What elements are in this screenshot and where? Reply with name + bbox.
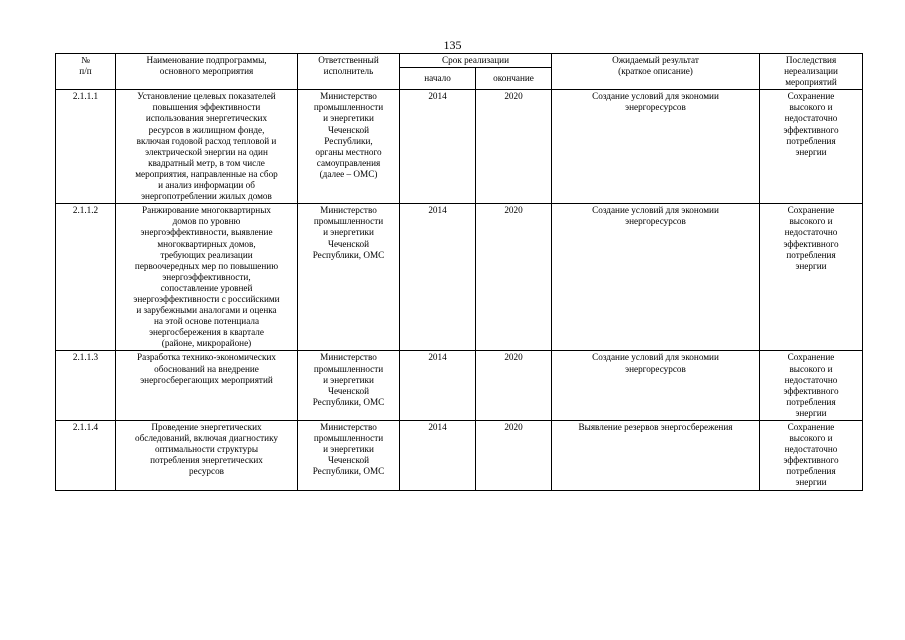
row-executor: Министерство промышленности и энергетики Чеченской Республики, ОМС — [298, 351, 400, 421]
header-executor: Ответственный исполнитель — [298, 54, 400, 90]
row-start: 2014 — [400, 351, 476, 421]
table-row — [56, 204, 863, 351]
row-end: 2020 — [476, 421, 552, 491]
row-result: Создание условий для экономии энергоресурсов — [552, 204, 760, 351]
table-row — [56, 421, 863, 491]
row-end: 2020 — [476, 90, 552, 204]
row-consequences: Сохранение высокого и недостаточно эффективного потребления энергии — [760, 421, 863, 491]
table-row — [56, 351, 863, 421]
row-name: Разработка технико-экономических обоснований на внедрение энергосберегающих мероприятий — [116, 351, 298, 421]
row-result: Выявление резервов энергосбережения — [552, 421, 760, 491]
page-number: 135 — [443, 38, 462, 52]
row-name: Установление целевых показателей повышения эффективности использования энергетических ресурсов в жилищном фонде, включая годовой расход тепловой и электрической энергии на один квадратный метр, в том числе мероприятия, направленные на сбор и анализ информации об энергопотреблении жилых домов — [116, 90, 298, 204]
row-name: Проведение энергетических обследований, включая диагностику оптимальности структуры потребления энергетических ресурсов — [116, 421, 298, 491]
row-result: Создание условий для экономии энергоресурсов — [552, 351, 760, 421]
row-start: 2014 — [400, 90, 476, 204]
row-end: 2020 — [476, 204, 552, 351]
row-end: 2020 — [476, 351, 552, 421]
row-start: 2014 — [400, 421, 476, 491]
row-executor: Министерство промышленности и энергетики Чеченской Республики, ОМС — [298, 421, 400, 491]
row-num: 2.1.1.3 — [56, 351, 116, 421]
row-result: Создание условий для экономии энергоресурсов — [552, 90, 760, 204]
header-consequences: Последствия нереализации мероприятий — [760, 54, 863, 90]
table-row — [56, 90, 863, 204]
activities-table — [55, 53, 863, 491]
header-start: начало — [400, 68, 476, 90]
row-executor: Министерство промышленности и энергетики Чеченской Республики, ОМС — [298, 204, 400, 351]
row-start: 2014 — [400, 204, 476, 351]
row-consequences: Сохранение высокого и недостаточно эффективного потребления энергии — [760, 204, 863, 351]
row-num: 2.1.1.4 — [56, 421, 116, 491]
header-period: Срок реализации — [400, 54, 552, 68]
row-consequences: Сохранение высокого и недостаточно эффективного потребления энергии — [760, 90, 863, 204]
header-result: Ожидаемый результат (краткое описание) — [552, 54, 760, 90]
header-name: Наименование подпрограммы, основного мероприятия — [116, 54, 298, 90]
header-end: окончание — [476, 68, 552, 90]
header-num: № п/п — [56, 54, 116, 90]
row-consequences: Сохранение высокого и недостаточно эффективного потребления энергии — [760, 351, 863, 421]
row-num: 2.1.1.1 — [56, 90, 116, 204]
row-executor: Министерство промышленности и энергетики Чеченской Республики, органы местного самоуправления (далее – ОМС) — [298, 90, 400, 204]
row-name: Ранжирование многоквартирных домов по уровню энергоэффективности, выявление многоквартирных домов, требующих реализации первоочередных мер по повышению энергоэффективности, сопоставление уровней энергоэффективности с российскими и зарубежными аналогами и оценка на этой основе потенциала энергосбережения в квартале (районе, микрорайоне) — [116, 204, 298, 351]
row-num: 2.1.1.2 — [56, 204, 116, 351]
